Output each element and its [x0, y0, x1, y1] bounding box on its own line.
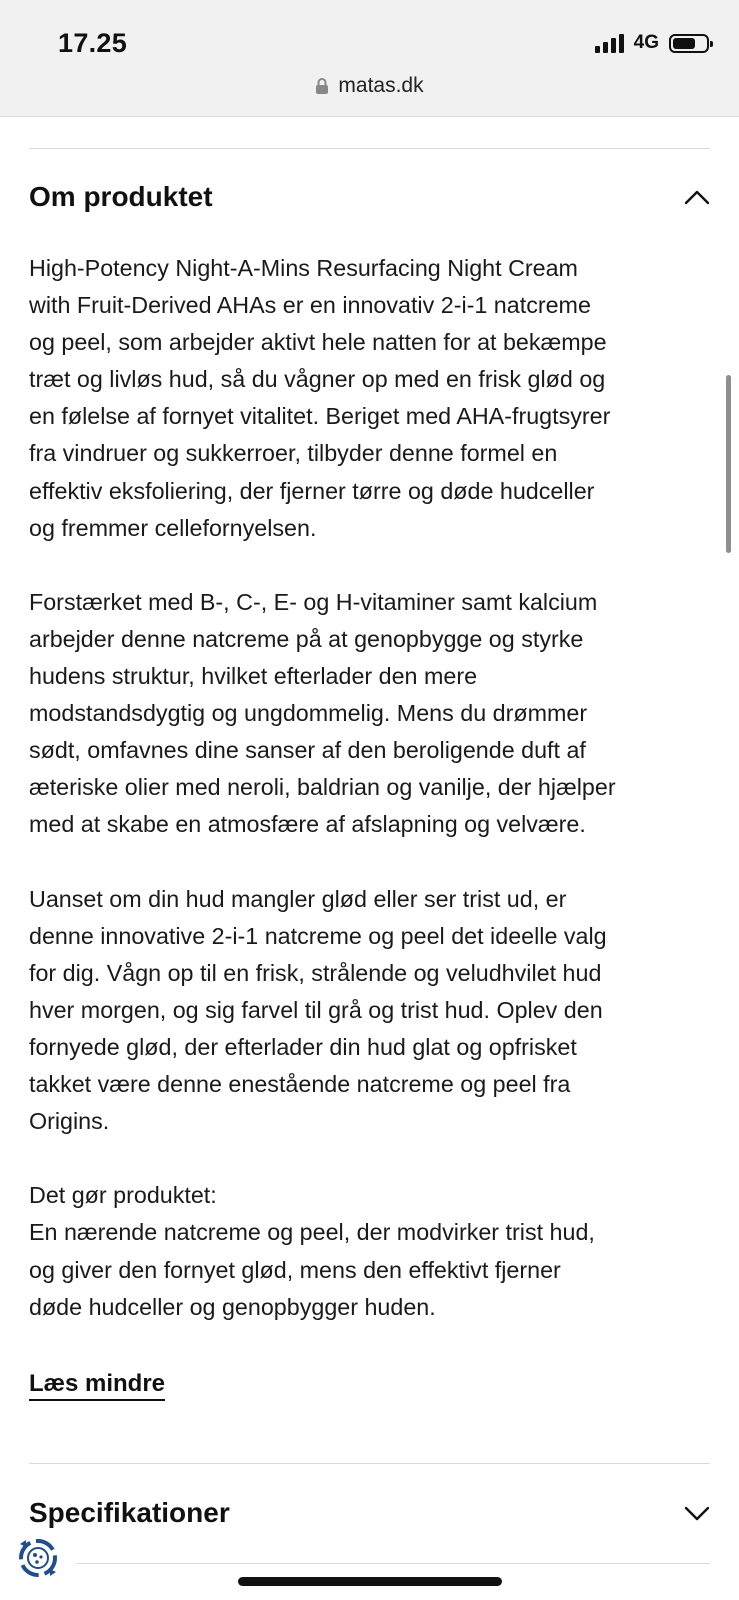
url-bar[interactable]: [0, 74, 739, 98]
network-type: 4G: [633, 32, 659, 53]
about-section-title: Om produktet: [29, 181, 213, 212]
specs-section-header[interactable]: [29, 1497, 710, 1529]
lock-icon: [315, 77, 329, 95]
chevron-up-icon[interactable]: [684, 189, 710, 205]
description-paragraph-1: High-Potency Night-A-Mins Resurfacing Night Cream with Fruit-Derived AHAs er en innovativ 2-i-1 natcreme og peel, som arbejder aktivt hele natten for at bekæmpe træt og livløs hud, så du vågner op med en frisk glød og en følelse af fornyet vitalitet. Beriget med AHA-frugtsyrer fra vindruer og sukkerroer, tilbyder denne formel en effektiv eksfoliering, der fjerner tørre og døde hudceller og fremmer cellefornyelsen.: [29, 255, 611, 541]
scrollbar[interactable]: [726, 375, 731, 553]
section-divider: [29, 148, 710, 149]
battery-icon: [669, 34, 709, 53]
status-time: 17.25: [58, 28, 128, 58]
description-paragraph-2: Forstærket med B-, C-, E- og H-vitaminer samt kalcium arbejder denne natcreme på at genopbygge og styrke hudens struktur, hvilket efterlader den mere modstandsdygtig og ungdommelig. Mens du drømmer sødt, omfavnes dine sanser af den beroligende duft af æteriske olier med neroli, baldrian og vanilje, der hjælper med at skabe en atmosfære af afslapning og velvære.: [29, 588, 616, 838]
description-paragraph-4: Det gør produktet: En nærende natcreme og peel, der modvirker trist hud, og giver den fornyet glød, mens den effektivt fjerner døde hudceller og genopbygger huden.: [29, 1182, 595, 1320]
home-indicator[interactable]: [238, 1577, 502, 1586]
status-indicators: [595, 32, 709, 54]
section-divider: [76, 1563, 710, 1564]
read-less-link[interactable]: Læs mindre: [29, 1370, 165, 1401]
cookie-settings-icon[interactable]: [12, 1532, 64, 1584]
specs-section-title: Specifikationer: [29, 1497, 230, 1528]
url-text: matas.dk: [338, 74, 424, 97]
browser-top-bar: [0, 0, 739, 117]
description-paragraph-3: Uanset om din hud mangler glød eller ser trist ud, er denne innovative 2-i-1 natcreme og peel det ideelle valg for dig. Vågn op til en frisk, strålende og veludhvilet hud hver morgen, og sig farvel til grå og trist hud. Oplev den fornyede glød, der efterlader din hud glat og opfrisket takket være denne enestående natcreme og peel fra Origins.: [29, 885, 607, 1135]
product-description: [29, 250, 719, 1363]
signal-icon: [595, 33, 624, 53]
section-divider: [29, 1463, 710, 1464]
chevron-down-icon[interactable]: [684, 1505, 710, 1521]
about-section-header[interactable]: [29, 181, 710, 213]
